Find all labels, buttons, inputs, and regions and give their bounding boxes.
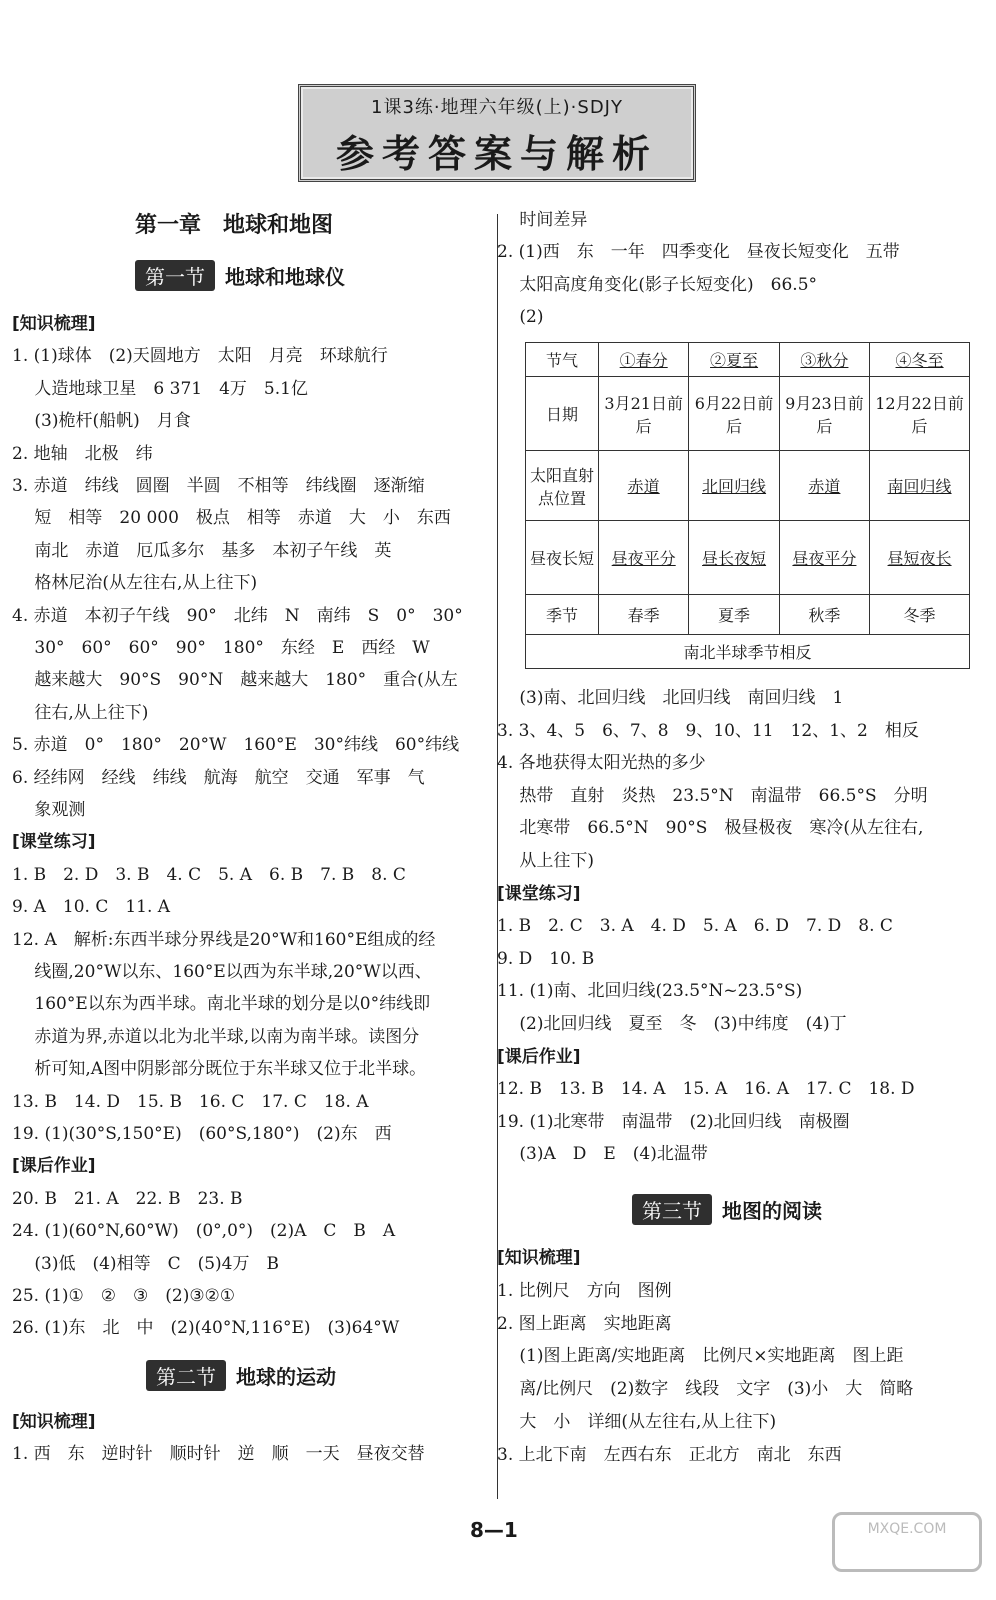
answer-line: 越来越大 90°S 90°N 越来越大 180° 重合(从左 xyxy=(12,670,458,691)
section-title: 地图的阅读 xyxy=(722,1199,822,1223)
header-title: 参考答案与解析 xyxy=(335,131,658,176)
table-row xyxy=(526,521,970,595)
table-cell: ④冬至 xyxy=(870,343,970,377)
subsection-label: [课堂练习] xyxy=(12,832,96,853)
header-title-box xyxy=(298,84,696,182)
answer-line: 4. 赤道 本初子午线 90° 北纬 N 南纬 S 0° 30° xyxy=(12,605,463,626)
answer-line: 人造地球卫星 6 371 4万 5.1亿 xyxy=(12,378,308,399)
section-title: 地球的运动 xyxy=(236,1365,336,1389)
subsection-label: [知识梳理] xyxy=(12,314,96,334)
answer-line: 13. B 14. D 15. B 16. C 17. C 18. A xyxy=(12,1091,369,1112)
subsection-label: [课后作业] xyxy=(497,1046,581,1067)
answer-line: 1. 比例尺 方向 图例 xyxy=(497,1280,672,1301)
answer-line: 从上往下) xyxy=(497,851,595,871)
table-cell: 日期 xyxy=(526,377,599,451)
answer-line: 2. (1)西 东 一年 四季变化 昼夜长短变化 五带 xyxy=(497,242,900,263)
answer-line: 3. 上北下南 左西右东 正北方 南北 东西 xyxy=(497,1444,842,1465)
table-cell: 昼夜长短 xyxy=(526,521,599,595)
table-cell: 赤道 xyxy=(599,451,689,521)
answer-line: (2)北回归线 夏至 冬 (3)中纬度 (4)丁 xyxy=(497,1014,847,1034)
answer-line: 9. D 10. B xyxy=(497,948,595,969)
subsection-label: [知识梳理] xyxy=(497,1248,581,1268)
answer-line: 12. A 解析:东西半球分界线是20°W和160°E组成的经 xyxy=(12,929,436,950)
table-cell: 太阳直射点位置 xyxy=(526,451,599,521)
answer-line: 离/比例尺 (2)数字 线段 文字 (3)小 大 简略 xyxy=(497,1379,914,1400)
table-cell: 夏季 xyxy=(689,595,779,635)
answer-line: 160°E以东为西半球。南北半球的划分是以0°纬线即 xyxy=(12,994,431,1015)
answer-line: 26. (1)东 北 中 (2)(40°N,116°E) (3)64°W xyxy=(12,1318,400,1339)
page-number: 8—1 xyxy=(470,1518,518,1542)
answer-line: (2) xyxy=(497,307,544,328)
answer-line: 太阳高度角变化(影子长短变化) 66.5° xyxy=(497,274,818,295)
table-row xyxy=(526,595,970,635)
answer-line: (3)低 (4)相等 C (5)4万 B xyxy=(12,1253,279,1274)
table-cell: 昼夜平分 xyxy=(779,521,869,595)
table-cell: ②夏至 xyxy=(689,343,779,377)
answer-line: 时间差异 xyxy=(497,210,588,230)
answer-line: 12. B 13. B 14. A 15. A 16. A 17. C 18. D xyxy=(497,1079,915,1100)
answer-line: 24. (1)(60°N,60°W) (0°,0°) (2)A C B A xyxy=(12,1221,396,1242)
table-cell: 冬季 xyxy=(870,595,970,635)
subsection-label: [课后作业] xyxy=(12,1156,96,1177)
section-heading-3 xyxy=(632,1194,822,1225)
table-cell: 南回归线 xyxy=(870,451,970,521)
answer-line: 19. (1)北寒带 南温带 (2)北回归线 南极圈 xyxy=(497,1111,850,1132)
table-cell: 节气 xyxy=(526,343,599,377)
watermark-text: MXQE.COM xyxy=(867,1521,947,1537)
table-cell: ③秋分 xyxy=(779,343,869,377)
answer-line: 2. 地轴 北极 纬 xyxy=(12,443,153,464)
table-cell: 北回归线 xyxy=(689,451,779,521)
watermark-logo xyxy=(832,1512,982,1572)
table-cell: 6月22日前后 xyxy=(689,377,779,451)
section-heading-1 xyxy=(135,260,345,291)
table-cell: 9月23日前后 xyxy=(779,377,869,451)
table-cell: 季节 xyxy=(526,595,599,635)
table-cell: 12月22日前后 xyxy=(870,377,970,451)
answer-line: 19. (1)(30°S,150°E) (60°S,180°) (2)东 西 xyxy=(12,1124,392,1144)
header-subtitle: 1课3练·地理六年级(上)·SDJY xyxy=(371,97,623,118)
answer-line: 6. 经纬网 经线 纬线 航海 航空 交通 军事 气 xyxy=(12,767,425,788)
table-cell: ①春分 xyxy=(599,343,689,377)
answer-line: 大 小 详细(从左往右,从上往下) xyxy=(497,1412,777,1432)
table-cell: 赤道 xyxy=(779,451,869,521)
answer-line: 3. 3、4、5 6、7、8 9、10、11 12、1、2 相反 xyxy=(497,720,919,741)
table-cell: 3月21日前后 xyxy=(599,377,689,451)
table-header-row xyxy=(526,343,970,377)
table-cell: 昼长夜短 xyxy=(689,521,779,595)
section-tag: 第三节 xyxy=(632,1194,712,1225)
answer-line: 赤道为界,赤道以北为北半球,以南为南半球。读图分 xyxy=(12,1026,420,1047)
answer-line: 5. 赤道 0° 180° 20°W 160°E 30°纬线 60°纬线 xyxy=(12,735,460,756)
answer-line: 25. (1)① ② ③ (2)③②① xyxy=(12,1286,236,1306)
answer-line: 2. 图上距离 实地距离 xyxy=(497,1313,672,1334)
answer-line: 析可知,A图中阴影部分既位于东半球又位于北半球。 xyxy=(12,1059,427,1080)
answer-line: 北寒带 66.5°N 90°S 极昼极夜 寒冷(从左往右, xyxy=(497,818,924,839)
answer-line: (3)桅杆(船帆) 月食 xyxy=(12,411,191,432)
answer-line: 1. B 2. C 3. A 4. D 5. A 6. D 7. D 8. C xyxy=(497,916,893,937)
section-tag: 第一节 xyxy=(135,260,215,291)
answer-line: 1. 西 东 逆时针 顺时针 逆 顺 一天 昼夜交替 xyxy=(12,1444,425,1465)
answer-line: 线圈,20°W以东、160°E以西为东半球,20°W以西、 xyxy=(12,962,432,982)
answer-line: 南北 赤道 厄瓜多尔 基多 本初子午线 英 xyxy=(12,540,392,561)
answer-line: 11. (1)南、北回归线(23.5°N~23.5°S) xyxy=(497,981,803,1002)
table-row xyxy=(526,377,970,451)
table-footer-cell: 南北半球季节相反 xyxy=(526,635,970,669)
answer-line: 4. 各地获得太阳光热的多少 xyxy=(497,753,706,774)
answer-line: 1. B 2. D 3. B 4. C 5. A 6. B 7. B 8. C xyxy=(12,864,406,885)
answer-line: 热带 直射 炎热 23.5°N 南温带 66.5°S 分明 xyxy=(497,785,928,806)
answer-line: 3. 赤道 纬线 圆圈 半圆 不相等 纬线圈 逐渐缩 xyxy=(12,476,425,496)
answer-line: 9. A 10. C 11. A xyxy=(12,897,171,918)
section-title: 地球和地球仪 xyxy=(225,265,345,289)
answer-line: 1. (1)球体 (2)天圆地方 太阳 月亮 环球航行 xyxy=(12,346,388,367)
table-row xyxy=(526,451,970,521)
table-cell: 昼短夜长 xyxy=(870,521,970,595)
table-cell: 昼夜平分 xyxy=(599,521,689,595)
answer-line: 20. B 21. A 22. B 23. B xyxy=(12,1188,243,1209)
answer-line: (3)A D E (4)北温带 xyxy=(497,1144,708,1165)
section-heading-2 xyxy=(146,1360,336,1391)
table-cell: 秋季 xyxy=(779,595,869,635)
subsection-label: [知识梳理] xyxy=(12,1412,96,1432)
answer-line: 格林尼治(从左往右,从上往下) xyxy=(12,573,258,594)
chapter-title: 第一章 地球和地图 xyxy=(135,213,334,238)
table-cell: 春季 xyxy=(599,595,689,635)
answer-line: 30° 60° 60° 90° 180° 东经 E 西经 W xyxy=(12,638,430,658)
section-tag: 第二节 xyxy=(146,1360,226,1391)
answer-line: 往右,从上往下) xyxy=(12,702,149,723)
subsection-label: [课堂练习] xyxy=(497,883,581,904)
answer-line: (3)南、北回归线 北回归线 南回归线 1 xyxy=(497,688,844,708)
table-footer-row xyxy=(526,635,970,669)
solar-terms-table xyxy=(525,342,970,669)
answer-line: (1)图上距离/实地距离 比例尺×实地距离 图上距 xyxy=(497,1346,904,1367)
answer-line: 象观测 xyxy=(12,800,86,820)
answer-line: 短 相等 20 000 极点 相等 赤道 大 小 东西 xyxy=(12,508,451,529)
